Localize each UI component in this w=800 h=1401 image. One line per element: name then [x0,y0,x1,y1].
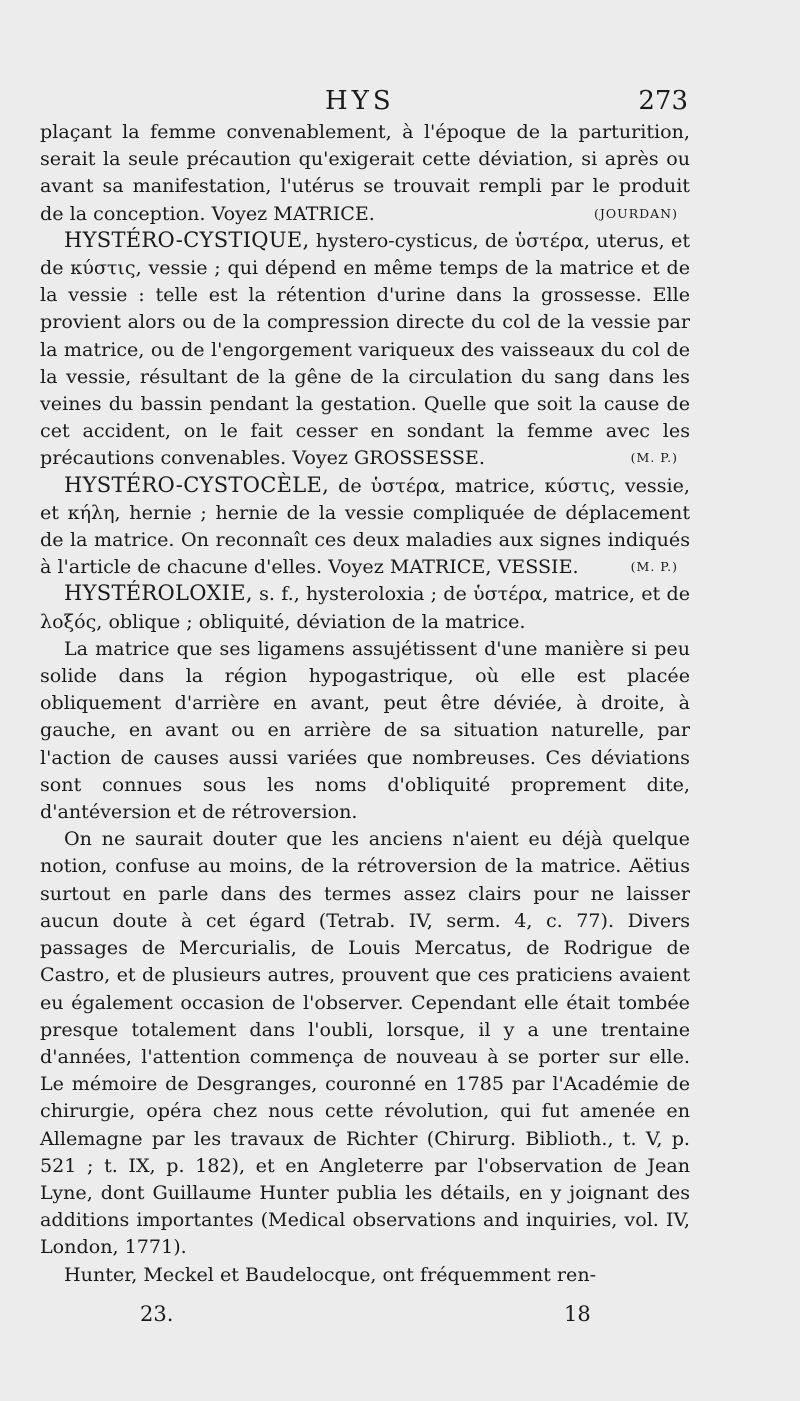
paragraph-continued [40,118,690,227]
entry-headword: HYSTÉROLOXIE, [64,581,253,606]
page-header [0,86,800,120]
entry-text: de ὑστέρα, matrice, κύστις, vessie, et κήλη, hernie ; hernie de la vessie compliquée de déplacement de la matrice. On reconnaît ces deux maladies aux signes indiqués à l'article de chacune d'elles. Voyez MATRICE, VESSIE. [40,473,691,579]
page-footer [0,1302,800,1332]
gathering-number: 18 [564,1302,591,1326]
author-signature: (M. P.) [630,450,678,466]
author-signature: (M. P.) [630,559,678,575]
author-signature: (JOURDAN) [594,205,678,221]
entry-headword: HYSTÉRO-CYSTIQUE, [64,227,310,252]
body-text [40,118,690,1288]
running-head: HYS [325,86,395,116]
paragraph: On ne saurait douter que les anciens n'aient eu déjà quelque notion, confuse au moins, de la rétroversion de la matrice. Aëtius surtout en parle dans des termes assez clairs pour ne laisser aucun doute à cet égard (Tetrab. IV, serm. 4, c. 77). Divers passages de Mercurialis, de Louis Mercatus, de Rodrigue de Castro, et de plusieurs autres, prouvent que ces praticiens avaient eu également occasion de l'observer. Cependant elle était tombée presque totalement dans l'oubli, lorsque, il y a une trentaine d'années, l'attention commença de nouveau à se porter sur elle. Le mémoire de Desgranges, couronné en 1785 par l'Académie de chirurgie, opéra chez nous cette révolution, qui fut amenée en Allemagne par les travaux de Richter (Chirurg. Biblioth., t. V, p. 521 ; t. IX, p. 182), et en Angleterre par l'observation de Jean Lyne, dont Guillaume Hunter publia les détails, en y joignant des additions importantes (Medical observations and inquiries, vol. IV, London, 1771). [40,827,690,1259]
entry-text: s. f., hysteroloxia ; de ὑστέρα, matrice, et de λοξός, oblique ; obliquité, déviation de la matrice. [40,582,690,633]
entry-text: hystero-cysticus, de ὑστέρα, uterus, et de κύστις, vessie ; qui dépend en même temps de la matrice et de la vessie : telle est la rétention d'urine dans la grossesse. Elle provient alors ou de la compression directe du col de la vessie par la matrice, ou de l'engorgement variqueux des vaisseaux du col de la vessie, résultant de la gêne de la circulation du sang dans les veines du bassin pendant la gestation. Quelle que soit la cause de cet accident, on le fait cesser en sondant la femme avec les précautions convenables. Voyez GROSSESSE. [40,228,690,470]
entry-hystero-cystique [40,227,690,472]
entry-hystero-cystocele [40,472,690,581]
paragraph: Hunter, Meckel et Baudelocque, ont fréquemment ren- [64,1262,597,1286]
signature-number: 23. [140,1302,174,1326]
paragraph: La matrice que ses ligamens assujétissent d'une manière si peu solide dans la région hypogastrique, où elle est placée obliquement d'arrière en avant, peut être déviée, à droite, à gauche, en avant ou en arrière de sa situation naturelle, par l'action de causes aussi variées que nombreuses. Ces déviations sont connues sous les noms d'obliquité proprement dite, d'antéversion et de rétroversion. [40,636,690,824]
page-number: 273 [638,86,688,116]
entry-headword: HYSTÉRO-CYSTOCÈLE, [64,472,330,497]
paragraph-text: plaçant la femme convenablement, à l'époque de la parturition, serait la seule précaution qu'exigerait cette déviation, si après ou avant sa manifestation, l'utérus se trouvait rempli par le produit de la conception. Voyez MATRICE. [40,120,690,225]
entry-hysteroloxie [40,580,690,634]
